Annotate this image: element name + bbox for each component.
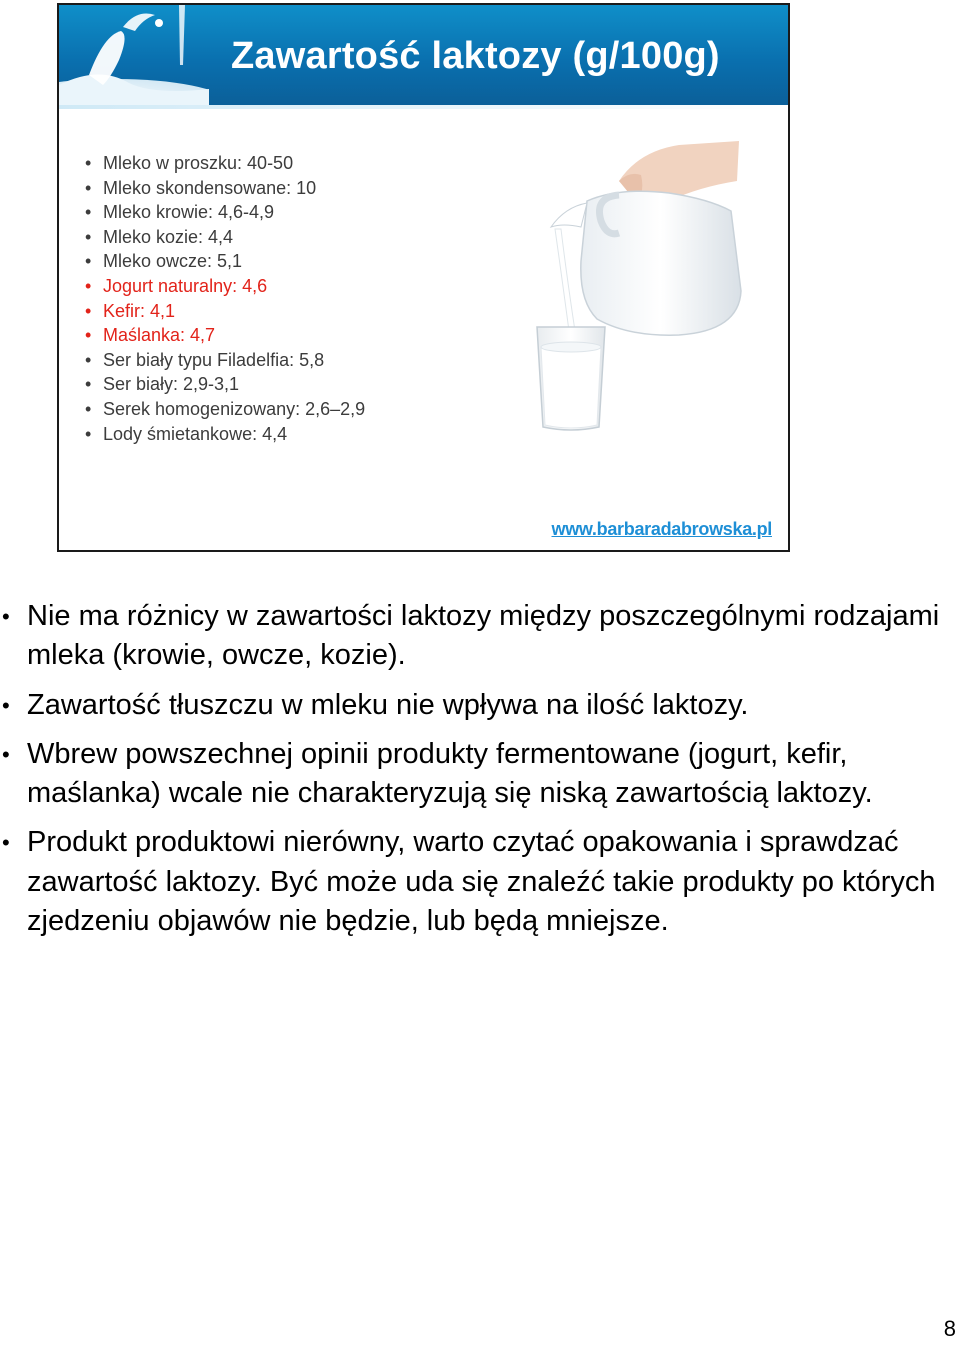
note-item: • Nie ma różnicy w zawartości laktozy między poszczególnymi rodzajami mleka (krowie, owcze, kozie).: [0, 597, 950, 676]
list-item-highlighted: • Jogurt naturalny: 4,6: [85, 274, 365, 299]
slide-header: [59, 5, 788, 109]
list-item: • Ser biały typu Filadelfia: 5,8: [85, 348, 365, 373]
slide-title: Zawartość laktozy (g/100g): [231, 35, 720, 77]
list-item: • Mleko w proszku: 40-50: [85, 151, 365, 176]
list-item: • Mleko kozie: 4,4: [85, 225, 365, 250]
list-item-highlighted: • Maślanka: 4,7: [85, 323, 365, 348]
slide-thumbnail: [57, 3, 790, 552]
list-item-highlighted: • Kefir: 4,1: [85, 299, 365, 324]
milk-splash-icon: [59, 5, 209, 109]
list-item: • Mleko skondensowane: 10: [85, 176, 365, 201]
list-item: • Mleko owcze: 5,1: [85, 249, 365, 274]
list-item: • Ser biały: 2,9-3,1: [85, 372, 365, 397]
website-link[interactable]: www.barbaradabrowska.pl: [551, 519, 772, 539]
note-item: • Zawartość tłuszczu w mleku nie wpływa na ilość laktozy.: [0, 686, 950, 725]
milk-pitcher-image: [469, 141, 769, 441]
note-item: • Wbrew powszechnej opinii produkty fermentowane (jogurt, kefir, maślanka) wcale nie charakteryzują się niską zawartością laktozy.: [0, 735, 950, 814]
page-number: 8: [943, 1316, 956, 1341]
list-item: • Lody śmietankowe: 4,4: [85, 422, 365, 447]
list-item: • Serek homogenizowany: 2,6–2,9: [85, 397, 365, 422]
list-item: • Mleko krowie: 4,6-4,9: [85, 200, 365, 225]
lactose-content-list: [85, 151, 365, 446]
note-item: • Produkt produktowi nierówny, warto czytać opakowania i sprawdzać zawartość laktozy. Być może uda się znaleźć takie produkty po których zjedzeniu objawów nie będzie, lub będą mniejsze.: [0, 823, 950, 941]
notes-list: [0, 597, 950, 951]
